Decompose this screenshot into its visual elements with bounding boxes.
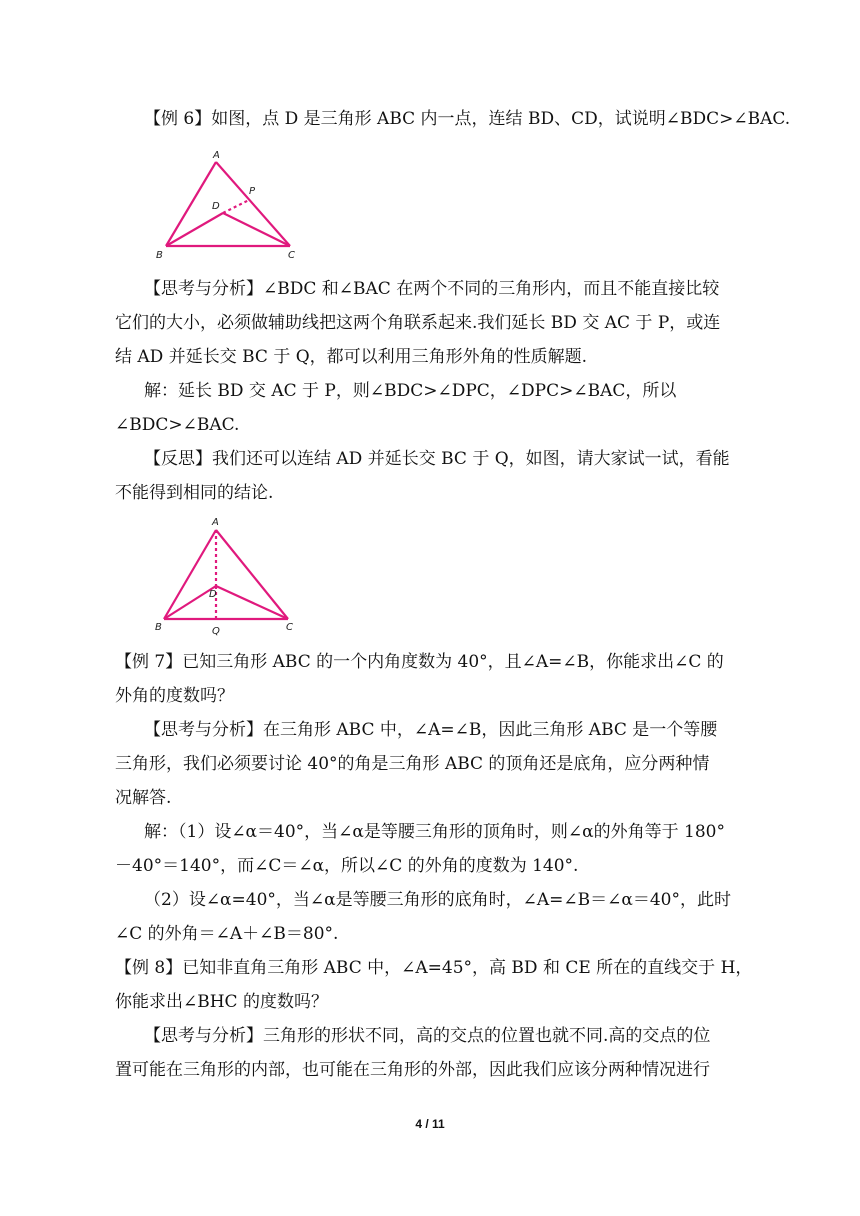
example8-problem-line-1: 【例 8】已知非直角三角形 ABC 中，∠A=45°，高 BD 和 CE 所在的直线交于 H，: [115, 958, 753, 978]
example7-solution2-line-2: ∠C 的外角＝∠A＋∠B＝80°.: [115, 924, 339, 944]
figure-triangle-with-p: [150, 148, 310, 262]
example8-analysis-line-2: 置可能在三角形的内部，也可能在三角形的外部，因此我们应该分两种情况进行: [115, 1060, 710, 1080]
side-ac: [216, 530, 288, 619]
label-b: B: [156, 250, 163, 261]
label-a: A: [212, 517, 219, 528]
example8-problem-line-2: 你能求出∠BHC 的度数吗？: [115, 992, 328, 1012]
example7-solution2-line-1: （2）设∠α=40°，当∠α是等腰三角形的底角时，∠A=∠B＝∠α＝40°，此时: [144, 890, 731, 910]
example7-problem-line-2: 外角的度数吗？: [115, 686, 234, 706]
label-c: C: [286, 622, 293, 633]
label-b: B: [155, 622, 162, 633]
label-d: D: [212, 201, 220, 212]
example6-solution-line-1: 解：延长 BD 交 AC 于 P，则∠BDC>∠DPC，∠DPC>∠BAC，所以: [144, 381, 677, 401]
example6-analysis-line-1: 【思考与分析】∠BDC 和∠BAC 在两个不同的三角形内，而且不能直接比较: [144, 279, 720, 299]
figure-triangle-with-q: [150, 512, 310, 642]
side-ab: [164, 530, 216, 619]
example7-analysis-line-2: 三角形，我们必须要讨论 40°的角是三角形 ABC 的顶角还是底角，应分两种情: [115, 754, 710, 774]
side-ac: [216, 162, 290, 246]
label-c: C: [288, 250, 295, 261]
example7-solution1-line-1: 解：（1）设∠α＝40°，当∠α是等腰三角形的顶角时，则∠α的外角等于 180°: [144, 822, 725, 842]
example8-analysis-line-1: 【思考与分析】三角形的形状不同，高的交点的位置也就不同.高的交点的位: [144, 1026, 711, 1046]
label-d: D: [209, 589, 217, 600]
example6-reflection-line-1: 【反思】我们还可以连结 AD 并延长交 BC 于 Q，如图，请大家试一试，看能: [144, 449, 730, 469]
example7-analysis-line-3: 况解答.: [115, 788, 172, 808]
label-q: Q: [212, 626, 220, 637]
segment-dc: [216, 586, 288, 619]
example6-reflection-line-2: 不能得到相同的结论.: [115, 483, 274, 503]
extension-dp: [223, 200, 249, 213]
example6-solution-line-2: ∠BDC>∠BAC.: [115, 415, 240, 435]
side-ab: [166, 162, 216, 246]
example7-analysis-line-1: 【思考与分析】在三角形 ABC 中，∠A=∠B，因此三角形 ABC 是一个等腰: [144, 720, 718, 740]
example6-analysis-line-2: 它们的大小，必须做辅助线把这两个角联系起来.我们延长 BD 交 AC 于 P，或连: [115, 313, 721, 333]
example6-problem: 【例 6】如图，点 D 是三角形 ABC 内一点，连结 BD、CD，试说明∠BDC>∠BAC.: [144, 109, 791, 129]
example7-solution1-line-2: －40°＝140°，而∠C＝∠α，所以∠C 的外角的度数为 140°.: [115, 856, 579, 876]
example6-analysis-line-3: 结 AD 并延长交 BC 于 Q，都可以利用三角形外角的性质解题.: [115, 347, 588, 367]
label-p: P: [249, 186, 256, 197]
segment-dc: [223, 213, 290, 246]
label-a: A: [213, 150, 220, 161]
page-number: 4 / 11: [415, 1117, 445, 1131]
example7-problem-line-1: 【例 7】已知三角形 ABC 的一个内角度数为 40°，且∠A=∠B，你能求出∠C 的: [115, 652, 724, 672]
